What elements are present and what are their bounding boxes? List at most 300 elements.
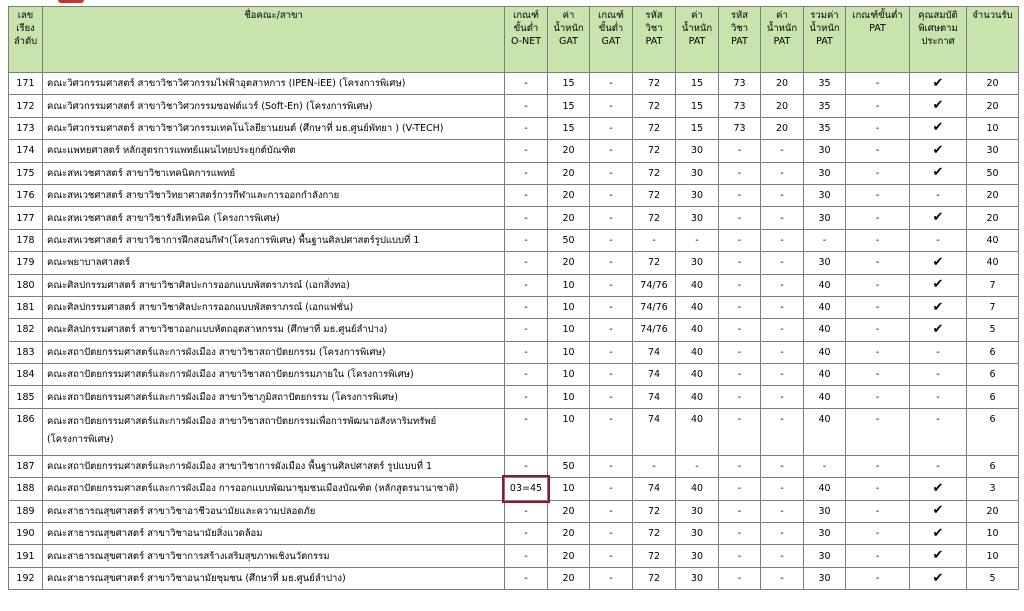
cell-qualification xyxy=(910,386,967,408)
cell-pat2-weight: 20 xyxy=(761,117,804,139)
cell-no: 188 xyxy=(9,478,43,500)
cell-pat1-weight: 40 xyxy=(676,408,719,455)
cell-pat1-code: 74 xyxy=(633,341,676,363)
cell-pat2-weight: - xyxy=(761,341,804,363)
header-line: PAT xyxy=(869,23,886,34)
cell-total-weight: 30 xyxy=(804,207,846,229)
cell-pat-min: - xyxy=(846,545,910,567)
header-line: จำนวนรับ xyxy=(972,10,1013,21)
header-line: รวมค่า xyxy=(810,10,839,21)
cell-onet-min: - xyxy=(505,117,548,139)
cell-onet-min: - xyxy=(505,162,548,184)
header-name xyxy=(43,7,505,73)
cell-pat1-code: 72 xyxy=(633,252,676,274)
cell-total-weight: 40 xyxy=(804,364,846,386)
header-total-weight xyxy=(804,7,846,73)
cell-pat1-weight: - xyxy=(676,455,719,477)
cell-pat1-weight: 40 xyxy=(676,364,719,386)
header-line: PAT xyxy=(688,36,706,47)
cell-pat1-weight: 40 xyxy=(676,478,719,500)
cell-qualification xyxy=(910,545,967,567)
table-row xyxy=(9,95,1019,117)
cell-no: 189 xyxy=(9,500,43,522)
cell-no: 175 xyxy=(9,162,43,184)
cell-pat2-weight: - xyxy=(761,455,804,477)
cell-qualification xyxy=(910,523,967,545)
cell-pat2-code: - xyxy=(719,386,761,408)
cell-seats: 20 xyxy=(967,95,1019,117)
program-name: คณะศิลปกรรมศาสตร์ สาขาวิชาศิลปะการออกแบบพัสตราภรณ์ (เอกสิ่งทอ) xyxy=(47,279,350,291)
cell-pat2-code: - xyxy=(719,296,761,318)
cell-onet-min: - xyxy=(505,274,548,296)
cell-pat1-code: 72 xyxy=(633,140,676,162)
cell-pat2-weight: - xyxy=(761,478,804,500)
cell-pat1-code: 72 xyxy=(633,545,676,567)
header-line: ค่า xyxy=(776,10,788,21)
cell-onet-min: - xyxy=(505,567,548,589)
header-line: น้ำหนัก xyxy=(553,23,584,34)
cell-gat-min: - xyxy=(590,296,633,318)
header-line: เกณฑ์ xyxy=(513,10,539,21)
program-name: คณะสาธารณสุขศาสตร์ สาขาวิชาอนามัยชุมชน (ศึกษาที่ มธ.ศูนย์ลำปาง) xyxy=(47,573,346,584)
cell-qualification xyxy=(910,408,967,455)
cell-pat1-weight: 40 xyxy=(676,319,719,341)
checkmark-icon: ✔ xyxy=(932,525,944,541)
cell-qualification xyxy=(910,455,967,477)
header-pat1-weight xyxy=(676,7,719,73)
program-name: คณะวิศวกรรมศาสตร์ สาขาวิชาวิศวกรรมซอฟต์แวร์ (Soft-En) (โครงการพิเศษ) xyxy=(47,100,373,112)
cell-name xyxy=(43,140,505,162)
cell-pat-min: - xyxy=(846,500,910,522)
cell-no: 173 xyxy=(9,117,43,139)
cell-gat-min: - xyxy=(590,500,633,522)
cell-gat-weight: 15 xyxy=(548,117,590,139)
cell-pat2-code: - xyxy=(719,523,761,545)
cell-gat-weight: 20 xyxy=(548,545,590,567)
program-name: คณะวิศวกรรมศาสตร์ สาขาวิชาวิศวกรรมเทคโนโลยียานยนต์ (ศึกษาที่ มธ.ศูนย์พัทยา ) (V-TECH) xyxy=(47,122,444,134)
cell-total-weight: 30 xyxy=(804,184,846,206)
header-pat2-weight xyxy=(761,7,804,73)
cell-pat-min: - xyxy=(846,162,910,184)
header-line: เรียง xyxy=(16,23,35,34)
cell-seats: 20 xyxy=(967,73,1019,95)
header-line: PAT xyxy=(731,36,748,47)
cell-onet-min: - xyxy=(505,296,548,318)
cell-gat-weight: 10 xyxy=(548,364,590,386)
table-row xyxy=(9,455,1019,477)
program-name: คณะแพทยศาสตร์ หลักสูตรการแพทย์แผนไทยประยุกต์บัณฑิต xyxy=(47,145,296,157)
cell-total-weight: 30 xyxy=(804,567,846,589)
cell-pat2-weight: - xyxy=(761,140,804,162)
cell-pat-min: - xyxy=(846,408,910,455)
cell-total-weight: 40 xyxy=(804,341,846,363)
cell-pat-min: - xyxy=(846,364,910,386)
cell-pat2-code: - xyxy=(719,408,761,455)
cell-onet-min: - xyxy=(505,184,548,206)
cell-pat1-weight: - xyxy=(676,229,719,251)
cell-no: 177 xyxy=(9,207,43,229)
cell-pat1-code: 72 xyxy=(633,523,676,545)
cell-pat2-code: 73 xyxy=(719,117,761,139)
table-row xyxy=(9,319,1019,341)
cell-pat2-weight: - xyxy=(761,408,804,455)
cell-pat2-weight: - xyxy=(761,386,804,408)
cell-onet-min: - xyxy=(505,500,548,522)
program-name: คณะสหเวชศาสตร์ สาขาวิชาวิทยาศาสตร์การกีฬาและการออกกำลังกาย xyxy=(47,190,340,202)
header-gat-weight xyxy=(548,7,590,73)
cell-name xyxy=(43,408,505,455)
cell-pat2-weight: - xyxy=(761,229,804,251)
program-name: คณะวิศวกรรมศาสตร์ สาขาวิชาวิศวกรรมไฟฟ้าอุตสาหการ (IPEN-iEE) (โครงการพิเศษ) xyxy=(47,78,406,90)
cell-name xyxy=(43,500,505,522)
cell-pat1-code: 72 xyxy=(633,162,676,184)
checkmark-icon: ✔ xyxy=(932,75,944,91)
cell-no: 181 xyxy=(9,296,43,318)
cell-seats: 6 xyxy=(967,408,1019,455)
cell-pat2-code: - xyxy=(719,162,761,184)
cell-seats: 10 xyxy=(967,545,1019,567)
checkmark-icon: ✔ xyxy=(932,142,944,158)
cell-pat1-code: - xyxy=(633,229,676,251)
checkmark-icon: ✔ xyxy=(932,120,944,136)
cell-total-weight: 30 xyxy=(804,523,846,545)
header-line: ขั้นต่ำ xyxy=(513,23,539,34)
program-name: คณะสถาปัตยกรรมศาสตร์และการผังเมือง สาขาวิชาสถาปัตยกรรมภายใน (โครงการพิเศษ) xyxy=(47,369,414,381)
table-row xyxy=(9,140,1019,162)
cell-name xyxy=(43,386,505,408)
checkmark-icon: ✔ xyxy=(932,480,944,496)
header-line: ชื่อคณะ/สาขา xyxy=(244,10,303,21)
cell-onet-min: - xyxy=(505,229,548,251)
cell-pat-min: - xyxy=(846,455,910,477)
cell-gat-min: - xyxy=(590,567,633,589)
cell-qualification xyxy=(910,364,967,386)
program-name: คณะสถาปัตยกรรมศาสตร์และการผังเมือง สาขาวิชาการผังเมือง พื้นฐานศิลปศาสตร์ รูปแบบที่ 1 xyxy=(47,461,433,473)
checkmark-icon: ✔ xyxy=(932,98,944,114)
cell-gat-min: - xyxy=(590,386,633,408)
table-row xyxy=(9,523,1019,545)
cell-qualification xyxy=(910,500,967,522)
checkmark-icon: ✔ xyxy=(932,210,944,226)
cell-gat-min: - xyxy=(590,455,633,477)
cell-no: 187 xyxy=(9,455,43,477)
cell-total-weight: 35 xyxy=(804,95,846,117)
cell-name xyxy=(43,274,505,296)
cell-pat1-weight: 40 xyxy=(676,296,719,318)
cell-no: 192 xyxy=(9,567,43,589)
table-row xyxy=(9,386,1019,408)
cell-gat-weight: 20 xyxy=(548,567,590,589)
cell-pat1-weight: 15 xyxy=(676,117,719,139)
cell-seats: 20 xyxy=(967,184,1019,206)
cell-pat1-code: 74 xyxy=(633,386,676,408)
cell-pat2-weight: - xyxy=(761,296,804,318)
header-line: คุณสมบัติ xyxy=(918,10,958,21)
header-line: เกณฑ์ xyxy=(598,10,624,21)
cell-gat-min: - xyxy=(590,229,633,251)
cell-pat-min: - xyxy=(846,296,910,318)
header-line: น้ำหนัก xyxy=(809,23,840,34)
cell-gat-min: - xyxy=(590,117,633,139)
checkmark-icon: ✔ xyxy=(932,254,944,270)
cell-pat2-weight: 20 xyxy=(761,95,804,117)
header-row xyxy=(9,7,1019,73)
cell-gat-weight: 10 xyxy=(548,386,590,408)
cell-onet-min: - xyxy=(505,364,548,386)
cell-seats: 40 xyxy=(967,252,1019,274)
header-line: เลข xyxy=(17,10,34,21)
cell-total-weight: 30 xyxy=(804,140,846,162)
header-gat-min xyxy=(590,7,633,73)
header-line: PAT xyxy=(816,36,833,47)
checkmark-icon: ✔ xyxy=(932,299,944,315)
cell-seats: 40 xyxy=(967,229,1019,251)
cell-pat-min: - xyxy=(846,184,910,206)
header-line: น้ำหนัก xyxy=(681,23,713,34)
cell-total-weight: 30 xyxy=(804,162,846,184)
cell-pat1-weight: 30 xyxy=(676,567,719,589)
cell-total-weight: 35 xyxy=(804,73,846,95)
cell-qualification xyxy=(910,162,967,184)
cell-pat1-weight: 40 xyxy=(676,274,719,296)
cell-pat1-code: 72 xyxy=(633,95,676,117)
cell-pat2-code: - xyxy=(719,184,761,206)
cell-pat2-weight: - xyxy=(761,545,804,567)
checkmark-icon: ✔ xyxy=(932,570,944,586)
cell-pat1-weight: 30 xyxy=(676,207,719,229)
cell-gat-min: - xyxy=(590,73,633,95)
cell-onet-min: - xyxy=(505,95,548,117)
cell-name xyxy=(43,545,505,567)
cell-gat-weight: 10 xyxy=(548,274,590,296)
table-row xyxy=(9,117,1019,139)
cell-no: 191 xyxy=(9,545,43,567)
cell-seats: 6 xyxy=(967,364,1019,386)
program-name: คณะศิลปกรรมศาสตร์ สาขาวิชาศิลปะการออกแบบพัสตราภรณ์ (เอกแฟชั่น) xyxy=(47,302,354,314)
qualification-dash: - xyxy=(936,461,940,473)
cell-pat2-weight: 20 xyxy=(761,73,804,95)
header-line: ขั้นต่ำ xyxy=(598,23,624,34)
cell-pat2-code: 73 xyxy=(719,73,761,95)
cell-pat2-weight: - xyxy=(761,523,804,545)
cell-gat-weight: 20 xyxy=(548,252,590,274)
cell-gat-weight: 20 xyxy=(548,500,590,522)
table-row xyxy=(9,567,1019,589)
cell-pat2-code: - xyxy=(719,319,761,341)
cell-pat-min: - xyxy=(846,207,910,229)
cell-onet-min: - xyxy=(505,545,548,567)
cell-qualification xyxy=(910,567,967,589)
cell-gat-min: - xyxy=(590,140,633,162)
cell-no: 184 xyxy=(9,364,43,386)
cell-no: 190 xyxy=(9,523,43,545)
cell-pat1-weight: 30 xyxy=(676,545,719,567)
cell-pat2-weight: - xyxy=(761,207,804,229)
cell-gat-min: - xyxy=(590,319,633,341)
program-name: คณะสถาปัตยกรรมศาสตร์และการผังเมือง การออกแบบพัฒนาชุมชนเมืองบัณฑิต (หลักสูตรนานาชาติ) xyxy=(47,483,459,495)
table-row xyxy=(9,162,1019,184)
cell-gat-weight: 15 xyxy=(548,95,590,117)
cell-pat1-weight: 30 xyxy=(676,500,719,522)
cell-seats: 10 xyxy=(967,117,1019,139)
header-line: ค่า xyxy=(562,10,575,21)
header-line: รหัสวิชา xyxy=(730,10,749,34)
cell-total-weight: 30 xyxy=(804,545,846,567)
qualification-dash: - xyxy=(936,413,940,425)
cell-pat1-code: 72 xyxy=(633,207,676,229)
cell-onet-min: - xyxy=(505,386,548,408)
cell-name xyxy=(43,73,505,95)
cell-pat1-code: 74/76 xyxy=(633,319,676,341)
header-line: PAT xyxy=(773,36,791,47)
cell-qualification xyxy=(910,207,967,229)
cell-pat1-weight: 30 xyxy=(676,184,719,206)
cell-pat2-code: - xyxy=(719,567,761,589)
cell-pat2-code: - xyxy=(719,455,761,477)
cell-name xyxy=(43,95,505,117)
cell-pat1-code: 72 xyxy=(633,184,676,206)
cell-pat1-weight: 40 xyxy=(676,386,719,408)
cell-onet-min: 03=45 xyxy=(505,478,548,500)
cell-pat2-weight: - xyxy=(761,319,804,341)
cell-onet-min: - xyxy=(505,252,548,274)
cell-no: 180 xyxy=(9,274,43,296)
cell-qualification xyxy=(910,229,967,251)
cell-gat-weight: 15 xyxy=(548,73,590,95)
cell-qualification xyxy=(910,341,967,363)
cell-pat-min: - xyxy=(846,341,910,363)
cell-onet-min: - xyxy=(505,408,548,455)
table-row xyxy=(9,408,1019,455)
cell-seats: 20 xyxy=(967,500,1019,522)
cell-pat2-weight: - xyxy=(761,567,804,589)
qualification-dash: - xyxy=(936,190,940,202)
cell-pat1-weight: 15 xyxy=(676,73,719,95)
cell-pat-min: - xyxy=(846,319,910,341)
cell-pat1-code: - xyxy=(633,455,676,477)
cell-gat-min: - xyxy=(590,95,633,117)
program-name: คณะสหเวชศาสตร์ สาขาวิชาเทคนิคการแพทย์ xyxy=(47,167,236,179)
cell-name xyxy=(43,229,505,251)
cell-seats: 7 xyxy=(967,296,1019,318)
cell-pat-min: - xyxy=(846,140,910,162)
header-line: รหัสวิชา xyxy=(645,10,663,34)
cell-name xyxy=(43,319,505,341)
cell-pat1-weight: 30 xyxy=(676,162,719,184)
cell-total-weight: - xyxy=(804,229,846,251)
cell-seats: 7 xyxy=(967,274,1019,296)
cell-no: 171 xyxy=(9,73,43,95)
cell-onet-min: - xyxy=(505,73,548,95)
header-qualification xyxy=(910,7,967,73)
cell-no: 186 xyxy=(9,408,43,455)
cell-seats: 6 xyxy=(967,341,1019,363)
cell-pat2-code: - xyxy=(719,229,761,251)
header-line: GAT xyxy=(601,36,621,47)
cell-total-weight: 40 xyxy=(804,408,846,455)
qualification-dash: - xyxy=(936,391,940,403)
program-name: คณะสถาปัตยกรรมศาสตร์และการผังเมือง สาขาวิชาสถาปัตยกรรมเพื่อการพัฒนาอสังหาริมทรัพย์ xyxy=(47,415,437,427)
program-name-line2: (โครงการพิเศษ) xyxy=(47,433,114,445)
cell-pat-min: - xyxy=(846,73,910,95)
cell-qualification xyxy=(910,117,967,139)
cell-pat2-weight: - xyxy=(761,364,804,386)
cell-gat-min: - xyxy=(590,545,633,567)
cell-name xyxy=(43,364,505,386)
cell-pat1-code: 72 xyxy=(633,73,676,95)
cell-seats: 3 xyxy=(967,478,1019,500)
cell-gat-min: - xyxy=(590,207,633,229)
cell-name xyxy=(43,478,505,500)
cell-gat-weight: 10 xyxy=(548,319,590,341)
cell-name xyxy=(43,162,505,184)
cell-pat-min: - xyxy=(846,95,910,117)
table-row xyxy=(9,73,1019,95)
header-line: น้ำหนัก xyxy=(766,23,798,34)
table-row xyxy=(9,500,1019,522)
program-name: คณะสาธารณสุขศาสตร์ สาขาวิชาอาชีวอนามัยและความปลอดภัย xyxy=(47,505,316,517)
cell-gat-weight: 20 xyxy=(548,207,590,229)
program-name: คณะสหเวชศาสตร์ สาขาวิชาการฝึกสอนกีฬา(โครงการพิเศษ) พื้นฐานศิลปศาสตร์รูปแบบที่ 1 xyxy=(47,234,420,246)
cell-gat-weight: 10 xyxy=(548,296,590,318)
program-name: คณะสหเวชศาสตร์ สาขาวิชารังสีเทคนิค (โครงการพิเศษ) xyxy=(47,212,280,224)
cell-gat-weight: 10 xyxy=(548,408,590,455)
header-line: PAT xyxy=(645,36,663,47)
cell-pat2-weight: - xyxy=(761,252,804,274)
program-name: คณะศิลปกรรมศาสตร์ สาขาวิชาออกแบบหัตถอุตสาหกรรม (ศึกษาที่ มธ.ศูนย์ลำปาง) xyxy=(47,324,388,336)
table-row xyxy=(9,364,1019,386)
cell-name xyxy=(43,252,505,274)
cell-onet-min: - xyxy=(505,523,548,545)
cell-no: 172 xyxy=(9,95,43,117)
cell-pat-min: - xyxy=(846,523,910,545)
cell-total-weight: 30 xyxy=(804,500,846,522)
cell-pat1-code: 74/76 xyxy=(633,274,676,296)
table-row xyxy=(9,252,1019,274)
table-row xyxy=(9,207,1019,229)
cell-pat2-code: - xyxy=(719,500,761,522)
cell-qualification xyxy=(910,184,967,206)
cell-name xyxy=(43,523,505,545)
checkmark-icon: ✔ xyxy=(932,548,944,564)
cell-gat-weight: 20 xyxy=(548,184,590,206)
cell-seats: 5 xyxy=(967,567,1019,589)
header-line: เกณฑ์ขั้นต่ำ xyxy=(852,10,903,21)
cell-qualification xyxy=(910,478,967,500)
cell-onet-min: - xyxy=(505,319,548,341)
table-row xyxy=(9,274,1019,296)
cell-pat-min: - xyxy=(846,567,910,589)
cell-onet-min: - xyxy=(505,455,548,477)
header-no xyxy=(9,7,43,73)
header-line: O-NET xyxy=(510,36,542,47)
header-line: พิเศษตาม xyxy=(918,23,958,34)
qualification-dash: - xyxy=(936,346,940,358)
cell-qualification xyxy=(910,296,967,318)
highlight-box xyxy=(502,475,550,502)
cell-pat1-weight: 30 xyxy=(676,252,719,274)
cell-no: 176 xyxy=(9,184,43,206)
cell-seats: 10 xyxy=(967,523,1019,545)
cell-seats: 6 xyxy=(967,386,1019,408)
cell-pat-min: - xyxy=(846,478,910,500)
table-row xyxy=(9,478,1019,500)
cell-pat2-weight: - xyxy=(761,184,804,206)
cell-pat2-code: - xyxy=(719,252,761,274)
cell-qualification xyxy=(910,319,967,341)
cell-gat-weight: 10 xyxy=(548,478,590,500)
cell-pat2-code: - xyxy=(719,140,761,162)
